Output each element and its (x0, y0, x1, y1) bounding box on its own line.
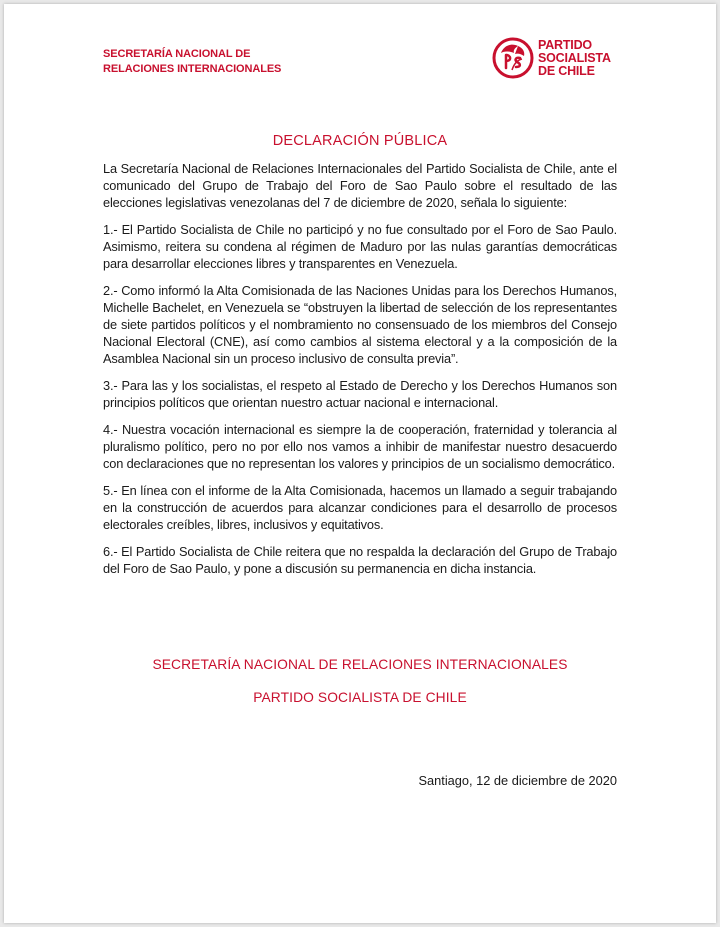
logo-line-1: PARTIDO (538, 38, 592, 52)
department-line-2: RELACIONES INTERNACIONALES (103, 63, 282, 75)
logo-line-3: DE CHILE (538, 64, 595, 78)
point-2-paragraph: 2.- Como informó la Alta Comisionada de las Naciones Unidas para los Derechos Humanos, Michelle Bachelet, en Venezuela se “obstruyen la libertad de selección de los representantes de siete partidos políticos y el nombramiento no consensuado de los miembros del Consejo Nacional Electoral (CNE), así como cambios al sistema electoral y a la composición de la Asamblea Nacional sin un proceso inclusivo de consulta previa”. (103, 283, 617, 366)
intro-paragraph: La Secretaría Nacional de Relaciones Internacionales del Partido Socialista de Chile, ante el comunicado del Grupo de Trabajo del Foro de Sao Paulo sobre el resultado de las elecciones legislativas venezolanas del 7 de diciembre de 2020, señala lo siguiente: (103, 161, 617, 210)
department-line-1: SECRETARÍA NACIONAL DE (103, 48, 251, 60)
point-1-paragraph: 1.- El Partido Socialista de Chile no participó y no fue consultado por el Foro de Sao Paulo. Asimismo, reitera su condena al régimen de Maduro por las nulas garantías democráticas para desarrollar elecciones libres y transparentes en Venezuela. (103, 222, 617, 271)
ps-rose-logo-icon (492, 37, 534, 79)
document-date: Santiago, 12 de diciembre de 2020 (418, 773, 617, 788)
point-6-paragraph: 6.- El Partido Socialista de Chile reitera que no respalda la declaración del Grupo de Trabajo del Foro de Sao Paulo, y pone a discusión su permanencia en dicha instancia. (103, 544, 617, 576)
signature-department: SECRETARÍA NACIONAL DE RELACIONES INTERNACIONALES (152, 657, 568, 672)
department-header (103, 47, 281, 77)
point-5-paragraph: 5.- En línea con el informe de la Alta Comisionada, hacemos un llamado a seguir trabajando en la construcción de acuerdos para alcanzar condiciones para el desarrollo de procesos electorales creíbles, libres, inclusivos y equitativos. (103, 483, 617, 532)
party-logo (492, 37, 622, 81)
point-3-paragraph: 3.- Para las y los socialistas, el respeto al Estado de Derecho y los Derechos Humanos son principios políticos que orientan nuestro actuar nacional e internacional. (103, 378, 617, 410)
document-title: DECLARACIÓN PÚBLICA (272, 133, 448, 149)
document-body (103, 160, 617, 587)
logo-wordmark (538, 39, 611, 78)
point-4-paragraph: 4.- Nuestra vocación internacional es siempre la de cooperación, fraternidad y tolerancia al pluralismo político, pero no por ello nos vamos a inhibir de manifestar nuestro desacuerdo con declaraciones que no representan los valores y principios de un socialismo democrático. (103, 422, 617, 471)
logo-line-2: SOCIALISTA (538, 51, 611, 65)
signature-party: PARTIDO SOCIALISTA DE CHILE (253, 690, 467, 705)
